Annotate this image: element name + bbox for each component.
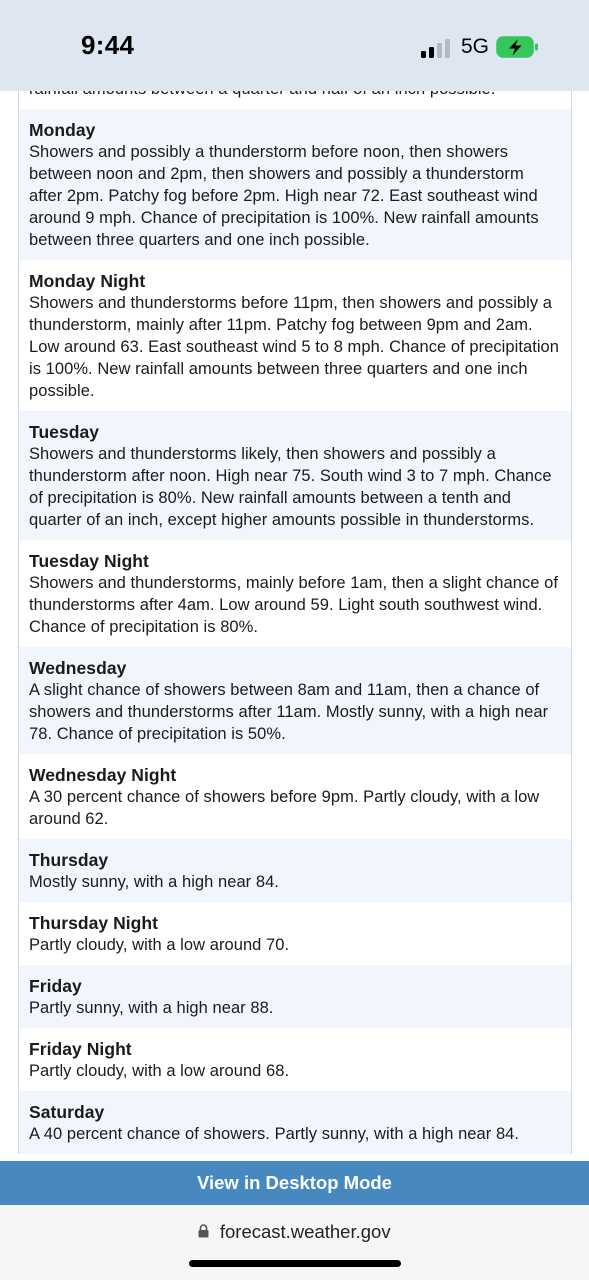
forecast-period-row [19,411,571,540]
browser-address-bar[interactable] [0,1205,589,1280]
status-time: 9:44 [81,30,135,60]
period-name: Friday [29,976,82,996]
forecast-period-row [19,540,571,647]
period-description: Partly sunny, with a high near 88. [29,999,274,1017]
status-bar [0,0,589,91]
signal-icon [421,38,453,58]
lock-icon [198,1224,209,1238]
detailed-forecast-list [18,56,572,1154]
desktop-mode-banner[interactable] [0,1161,589,1205]
home-indicator[interactable] [189,1260,401,1267]
view-desktop-mode-link[interactable]: View in Desktop Mode [197,1172,392,1193]
period-name: Thursday [29,850,109,870]
forecast-period-row [19,1028,571,1091]
period-name: Thursday Night [29,913,159,933]
url-text[interactable]: forecast.weather.gov [219,1221,391,1242]
forecast-period-row [19,965,571,1028]
period-name: Monday Night [29,271,146,291]
forecast-period-row [19,754,571,839]
period-description: A 40 percent chance of showers. Partly sunny, with a high near 84. [29,1125,520,1143]
period-description: A 30 percent chance of showers before 9pm. Partly cloudy, with a low around 62. [29,788,540,828]
period-description: Showers and possibly a thunderstorm before noon, then showers between noon and 2pm, then showers and possibly a thunderstorm after 2pm. Patchy fog before 2pm. High near 72. East southeast wind around 9 mph. Chance of precipitation is 100%. New rainfall amounts between three quarters and one inch possible. [29,143,539,249]
period-name: Monday [29,120,96,140]
period-name: Wednesday [29,658,127,678]
forecast-period-row [19,1091,571,1154]
forecast-period-row [19,109,571,260]
period-description: Partly cloudy, with a low around 68. [29,1062,290,1080]
battery-charging-icon [496,36,540,58]
period-description: Showers and thunderstorms before 11pm, then showers and possibly a thunderstorm, mainly after 11pm. Patchy fog between 9pm and 2am. Low around 63. East southeast wind 5 to 8 mph. Chance of precipitation is 100%. New rainfall amounts between three quarters and one inch possible. [29,294,559,400]
period-name: Tuesday Night [29,551,149,571]
forecast-period-row [19,839,571,902]
period-description: Showers and thunderstorms likely, then showers and possibly a thunderstorm after noon. High near 75. South wind 3 to 7 mph. Chance of precipitation is 80%. New rainfall amounts between a tenth and quarter of an inch, except higher amounts possible in thunderstorms. [29,445,552,529]
forecast-period-row [19,647,571,754]
forecast-period-row [19,260,571,411]
period-name: Saturday [29,1102,105,1122]
period-name: Tuesday [29,422,100,442]
forecast-period-row [19,902,571,965]
period-description: Partly cloudy, with a low around 70. [29,936,290,954]
period-description: A slight chance of showers between 8am and 11am, then a chance of showers and thunderstorms after 11am. Mostly sunny, with a high near 78. Chance of precipitation is 50%. [29,681,549,743]
url-display[interactable] [0,1221,589,1243]
period-name: Friday Night [29,1039,132,1059]
period-description: Mostly sunny, with a high near 84. [29,873,279,891]
period-name: Wednesday Night [29,765,177,785]
network-type: 5G [461,35,490,58]
period-description: Showers and thunderstorms, mainly before 1am, then a slight chance of thunderstorms after 4am. Low around 59. Light south southwest wind. Chance of precipitation is 80%. [29,574,558,636]
